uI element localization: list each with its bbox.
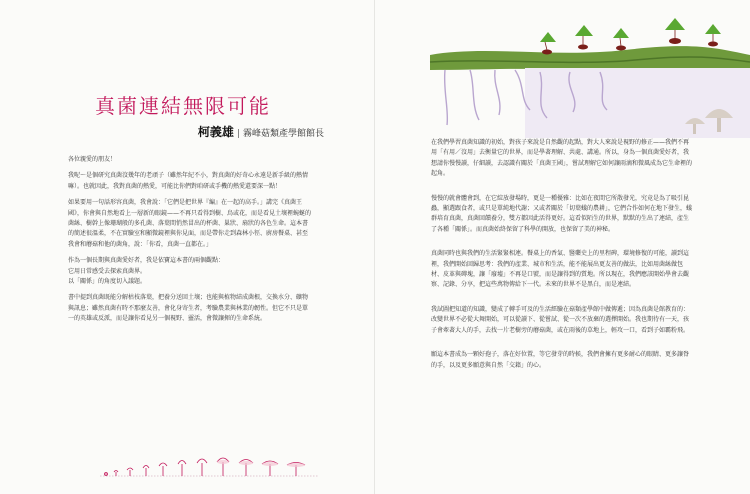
paragraph-relationships: 慢慢的就會體會到，在它綻放發場時，更是一種優雅：比如在夜間它所散發光，究竟是為了吸引昆蟲，顯選跟食者，或只是單純地代謝；又或者關於「切葉蟻的農耕」，它們合作如何在地下發生，蟻群培育真菌，真菌回饋養分，雙方都因此活得更好。這看似陌生的世界，默默的生出了連結，產生了各種「關係」。而真菌始終保留了科學的開放，也保留了美的神秘。: [431, 194, 693, 233]
page-title: 真菌連結無限可能: [95, 94, 271, 118]
paragraph-viewpoints: 作為一個長期與真菌愛好者，我是依寶這本書的兩個觀點：: [68, 257, 225, 265]
author-name: 柯義雄: [197, 125, 234, 139]
paragraph-description: 如果要用一句話形容真菌，我會說：「它們是把世界『編』在一起的高手。」講完《真菌王國》，你會與自然地看上一層新的眼鏡——不再只看得到樹、鳥或花，而是看見土壤裡蜿蜒的菌絲、樹幹上像珊瑚般的多孔菌、落葉間悄然冒出的杯菌、巢狀、扇狀的各色生命。這本書的簡述很溫柔，不在實驗室和顯微鏡裡與你見面，而是帶你走到森林小徑、廚房餐桌、甚至我會和蘑菇和他的菌角，說：「你看，真菌一直都在。」: [68, 199, 312, 248]
right-body-text: [431, 138, 693, 371]
author-byline: [198, 123, 324, 140]
paragraph-daily-life: 真菌同時也與我們的生活緊緊相連。餐桌上的香氣、醫藥史上的里程碑，環境修復的可能，讀到這裡，我們開始回歸思考：我們的產業、城市和生活，能不能展出更友善的做法，比如用菌絲做包材、皮革與磚塊，讓「廢墟」不再是口號，而是讓得到的質地。所以現在，我們應該開始學會去觀察、記錄、分享，把這些萬物傳給下一代。未來的世界不是黑白，而是連結。: [431, 250, 690, 289]
leafcutter-ant-illustration: [375, 0, 750, 150]
paragraph-perspective: 在我們學習真菌知識的初始，對孩子來說是自然觀的起點，對大人來說是視野的修正——我們不再用「有用／沒用」去衡量它的世界，而是學著理解、共處、講通。所以，身為一個真菌愛好者，我想請你慢慢讀，仔細讀，去認識有關於「真菌王國」，嘗試理解它如何讓雨滴和微風成為它生命裡的起角。: [431, 139, 693, 178]
paragraph-education: 我試圖把知道的知識，變成了轉手可及的生活經驗在菇類產學館中做傳遞；因為真菌是館教育的：改變世界不必從大舞開始，可以從讀下、從嘗試、從一次不放棄的選擇開始。我也期待有一天，孩子會牽著大人的手，去找一片老樹旁的蘑菇菌，或在雨後的草地上，輕攻一口，看到子如霸粉飛。: [431, 305, 690, 334]
viewpoint-item-2: 以「關係」的角度切入議題。: [68, 278, 147, 286]
right-page: [375, 0, 750, 494]
mushroom-growth-illustration: [100, 452, 318, 478]
viewpoint-item-1: 它用日常感受去探索真菌界。: [68, 267, 147, 275]
paragraph-ecology: 書中提到真菌既能分解枯枝落葉，把養分送回土壤；也能與植物結成菌根，交換水分、礦物與訊息；雖然真菌有時不那麼友善，會化身寄生者，考驗農業與林業的韌性。但它不只是單一的英雄或反派，而是讓你看見另一個視野、靈活，會微讓揮的生命系統。: [68, 294, 309, 323]
paragraph-closing: 願這本書成為一顆好孢子，落在好位置，等它發芽的時候，我們會擁有更多耐心的眼睛、更多讓脊的手，以及更多願意與自然「交籍」的心。: [431, 351, 690, 369]
author-separator: |: [236, 129, 240, 139]
greeting: 各位親愛的朋友！: [68, 156, 117, 163]
paragraph-intro: 我呢～是個研究真菌沒幾年的老頑子（雖然年紀不小，對真菌的好奇心永遠是新手級的熱情嘛）。也就因此，我對真菌的熱愛，可能比你們對咱研或手機的熱愛還要深一點！: [68, 172, 309, 190]
left-body-text: [68, 155, 313, 325]
author-role: 霧峰菇類產學館館長: [242, 129, 324, 139]
